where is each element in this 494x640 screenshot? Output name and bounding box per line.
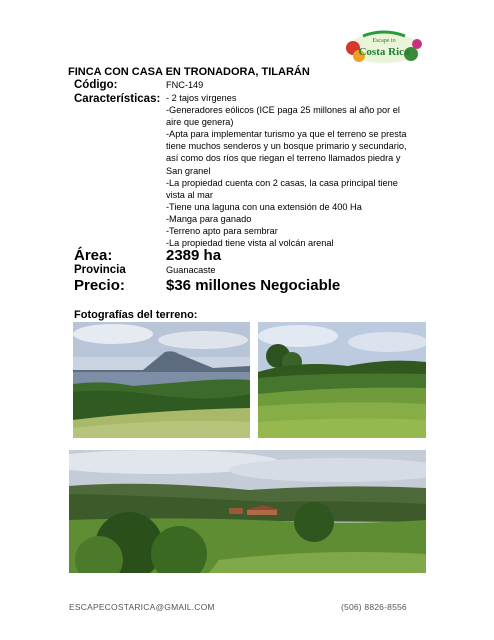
province-value: Guanacaste [166,265,216,275]
photos-heading: Fotografías del terreno: [74,309,198,321]
company-logo [343,26,425,66]
area-value: 2389 ha [166,247,222,264]
price-value: $36 millones Negociable [166,277,341,294]
photo-green-field [258,322,426,438]
svg-text:Costa Rica: Costa Rica [358,46,410,58]
feature-line: -Tiene una laguna con una extensión de 400 Ha [166,201,362,212]
feature-line: -Apta para implementar turismo ya que el terreno se presta [166,129,407,140]
svg-text:Escape to: Escape to [372,38,396,44]
code-value: FNC-149 [166,80,204,90]
footer-email[interactable]: ESCAPECOSTARICA@GMAIL.COM [69,602,215,612]
feature-line: tiene muchos senderos y un bosque primario y secundario, [166,141,407,152]
feature-line: -Generadores eólicos (ICE paga 25 millones al año por el [166,105,400,116]
footer-phone[interactable]: (506) 8826-8556 [341,602,407,612]
feature-line: vista al mar [166,189,213,200]
feature-line: -La propiedad tiene vista al volcán arenal [166,238,334,249]
feature-line: -Manga para ganado [166,213,252,224]
feature-line: aire que genera) [166,117,234,128]
listing-title: FINCA CON CASA EN TRONADORA, TILARÁN [68,66,310,78]
feature-line: - 2 tajos vírgenes [166,93,237,103]
features-label: Características: [74,93,161,105]
area-label: Área: [74,247,113,264]
photo-valley-houses [69,450,426,573]
province-label: Provincia [74,264,126,276]
code-label: Código: [74,79,118,91]
feature-line: -Terreno apto para sembrar [166,226,278,237]
features-list [166,92,428,249]
photo-volcano-lake [73,322,250,438]
feature-line: San granel [166,165,211,176]
feature-line: así como dos ríos que riegan el terreno llamados piedra y [166,153,401,164]
feature-line: -La propiedad cuenta con 2 casas, la casa principal tiene [166,177,398,188]
price-label: Precio: [74,277,125,294]
